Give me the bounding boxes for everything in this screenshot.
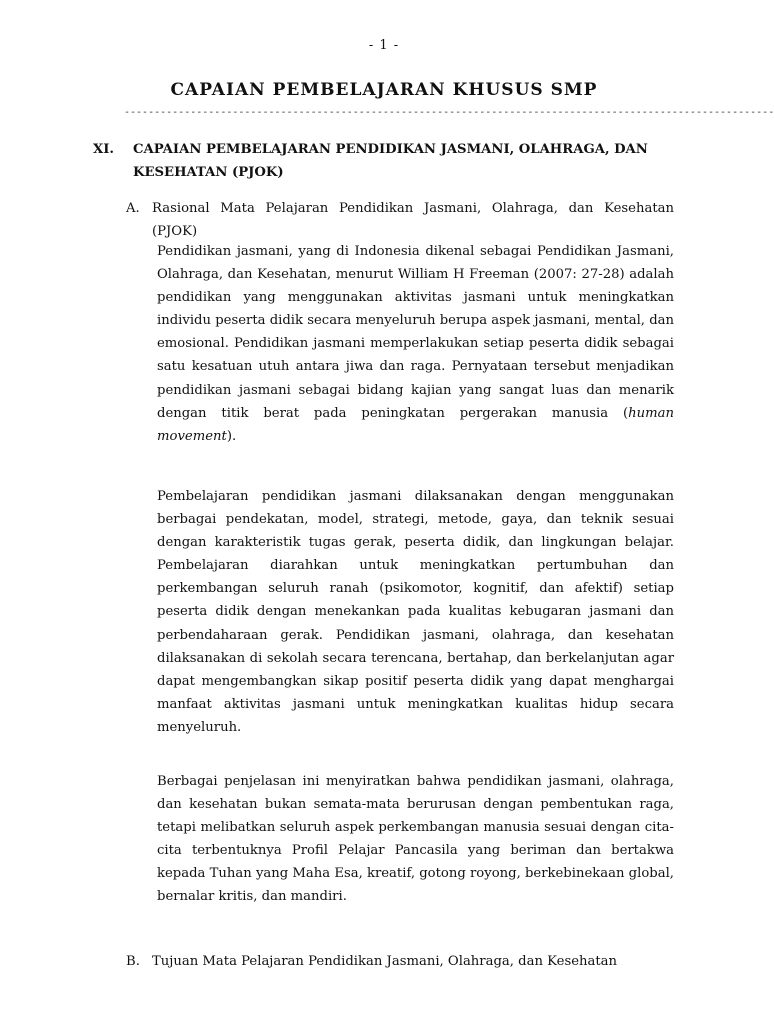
paragraph-1-italic-term: human movement	[157, 405, 674, 444]
document-title: CAPAIAN PEMBELAJARAN KHUSUS SMP	[170, 80, 598, 100]
subsection-a-heading	[126, 197, 674, 243]
paragraph-1-text: Pendidikan jasmani, yang di Indonesia dikenal sebagai Pendidikan Jasmani, Olahraga, dan Kesehatan, menurut William H Freeman (2007: 27-28) adalah pendidikan yang menggunakan aktivitas jasmani untuk meningkatkan individu peserta didik secara menyeluruh berupa aspek jasmani, mental, dan emosional. Pendidikan jasmani memperlakukan setiap peserta didik sebagai satu kesatuan utuh antara jiwa dan raga. Pernyataan tersebut menjadikan pendidikan jasmani sebagai bidang kajian yang sangat luas dan menarik dengan titik berat pada peningkatan pergerakan manusia (	[157, 244, 674, 421]
subsection-b-letter: B.	[126, 954, 140, 969]
paragraph-1-text-end: ).	[226, 428, 237, 444]
section-number: XI.	[93, 142, 114, 157]
page-number: - 1 -	[368, 38, 400, 53]
section-heading-text: CAPAIAN PEMBELAJARAN PENDIDIKAN JASMANI, OLAHRAGA, DAN KESEHATAN (PJOK)	[133, 142, 648, 180]
subsection-b-heading	[126, 950, 674, 973]
paragraph-1	[157, 240, 674, 448]
paragraph-2: Pembelajaran pendidikan jasmani dilaksanakan dengan menggunakan berbagai pendekatan, model, strategi, metode, gaya, dan teknik sesuai dengan karakteristik tugas gerak, peserta didik, dan lingkungan belajar. Pembelajaran diarahkan untuk meningkatkan pertumbuhan dan perkembangan seluruh ranah (psikomotor, kognitif, dan afektif) setiap peserta didik dengan menekankan pada kualitas kebugaran jasmani dan perbendaharaan gerak. Pendidikan jasmani, olahraga, dan kesehatan dilaksanakan di sekolah secara terencana, bertahap, dan berkelanjutan agar dapat mengembangkan sikap positif peserta didik yang dapat menghargai manfaat aktivitas jasmani untuk meningkatkan kualitas hidup secara menyeluruh.	[157, 489, 674, 735]
subsection-a-label: Rasional Mata Pelajaran Pendidikan Jasmani, Olahraga, dan Kesehatan (PJOK)	[152, 201, 674, 239]
dashed-divider: ------------------------------------------------------------------------------------------------------------	[124, 107, 774, 118]
subsection-b-label: Tujuan Mata Pelajaran Pendidikan Jasmani, Olahraga, dan Kesehatan	[152, 954, 618, 969]
subsection-a-letter: A.	[126, 201, 140, 216]
paragraph-3: Berbagai penjelasan ini menyiratkan bahwa pendidikan jasmani, olahraga, dan kesehatan bukan semata-mata berurusan dengan pembentukan raga, tetapi melibatkan seluruh aspek perkembangan manusia sesuai dengan cita-cita terbentuknya Profil Pelajar Pancasila yang beriman dan bertakwa kepada Tuhan yang Maha Esa, kreatif, gotong royong, berkebinekaan global, bernalar kritis, dan mandiri.	[157, 774, 674, 905]
section-heading	[93, 138, 683, 184]
